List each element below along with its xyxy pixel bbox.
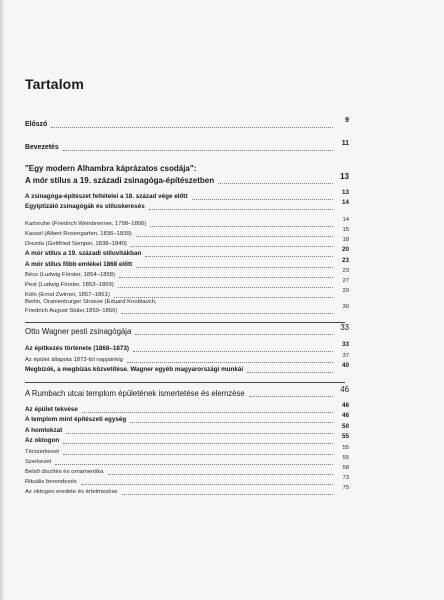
toc-entry-text: Az építkezés története (1868–1873): [25, 345, 129, 352]
table-of-contents: [25, 0, 349, 600]
toc-entry-chapter-2: [25, 324, 349, 336]
toc-entry-text: A zsinagóga-építészet feltételei a 18. század vége előtt: [25, 193, 188, 200]
toc-entry-text: Köln (Ernst Zwirner, 1857–1861): [25, 292, 110, 298]
toc-page-number: 20: [341, 246, 349, 253]
leader-dots: [63, 149, 333, 151]
toc-page-number: 14: [341, 199, 349, 206]
toc-entry-text: Térszerkezet: [25, 449, 60, 455]
toc-page-number: 37: [342, 353, 349, 359]
leader-dots: [114, 296, 333, 298]
toc-page-number: 13: [340, 172, 349, 181]
page-edge: [0, 0, 5, 600]
toc-entry-text: Egyiptizáló zsinagógák és stíluskeresés: [25, 203, 145, 210]
toc-entry-text: Előszó: [25, 121, 48, 128]
toc-page-number: 14: [342, 217, 349, 223]
toc-page-number: 15: [342, 227, 349, 233]
toc-entry-text: Otto Wagner pesti zsinagógája: [25, 327, 132, 336]
section-rule: [25, 322, 345, 323]
toc-entry-text: Az épület tekvése: [25, 406, 78, 413]
toc-page-number: 27: [342, 278, 349, 284]
toc-entry-text: Bécs (Ludwig Förster, 1854–1858): [25, 272, 116, 278]
toc-entry-text: Az oktogon eredete és értelmezése: [25, 489, 118, 495]
toc-page-number: 11: [341, 140, 349, 147]
leader-dots: [121, 312, 333, 314]
leader-dots: [122, 493, 333, 495]
toc-page-number: 46: [341, 402, 349, 409]
toc-page-number: 23: [341, 257, 349, 264]
toc-entry: [25, 303, 349, 315]
toc-entry: [25, 287, 349, 299]
toc-entry: [25, 362, 349, 374]
leader-dots: [247, 371, 333, 373]
toc-entry: [25, 199, 349, 211]
toc-page-number: 75: [342, 485, 349, 491]
toc-page-number: 13: [341, 189, 349, 196]
toc-entry-eloszo: [25, 117, 349, 129]
toc-entry-text: Az épület állapota 1873-tól napjainkig: [25, 357, 123, 363]
toc-entry-text: Karlsruhe (Friedrich Weinbrenner, 1798–1806): [25, 221, 147, 227]
toc-page-number: 55: [341, 433, 349, 440]
toc-page-number: 9: [345, 117, 349, 124]
toc-entry-text: Rituális berendezés: [25, 479, 77, 485]
toc-page-number: 55: [342, 445, 349, 451]
toc-page-number: 55: [342, 455, 349, 461]
leader-dots: [249, 395, 333, 397]
toc-entry-text: Drezda (Gottfried Semper, 1838–1840): [25, 241, 127, 247]
toc-page-number: 30: [342, 304, 349, 310]
toc-entry: [25, 484, 349, 496]
toc-entry-chapter-3: [25, 386, 349, 398]
toc-entry-text: A mór stílus a 19. századi zsinagóga-építészetben: [25, 176, 215, 185]
toc-page-number: 18: [342, 237, 349, 243]
toc-entry-text: Megbízók, a megbízás közvetítése. Wagner egyéb magyarországi munkái: [25, 366, 244, 373]
leader-dots: [51, 126, 333, 128]
toc-page-number: 33: [340, 323, 349, 332]
toc-entry-chapter-1: [25, 173, 349, 185]
toc-entry-bevezetes: [25, 140, 349, 152]
section-rule: [25, 382, 345, 383]
toc-page-number: 46: [341, 412, 349, 419]
toc-page-number: 46: [340, 385, 349, 394]
toc-entry-text: Berlin, Oranienburger Strasse (Eduard Knoblauch,: [25, 299, 157, 305]
toc-page-number: 40: [341, 362, 349, 369]
leader-dots: [218, 182, 333, 184]
toc-entry-text: A mór stílus a 19. századi stíluvitákban: [25, 250, 142, 257]
toc-entry-text: Szerkezet: [25, 459, 52, 465]
toc-entry-text: Pest (Ludwig Förster, 1853–1859): [25, 282, 114, 288]
toc-page-number: 58: [342, 465, 349, 471]
toc-page-number: 23: [342, 268, 349, 274]
toc-entry-text: Belső díszítés és ornamentika: [25, 469, 104, 475]
page-title: Tartalom: [25, 76, 84, 92]
toc-entry-text: Friedrich August Stüler,1859–1866): [25, 308, 118, 314]
toc-entry-text: A templom mint építészeti egység: [25, 416, 127, 423]
toc-page-number: 50: [341, 423, 349, 430]
toc-entry-text: A homlokzat: [25, 427, 63, 434]
toc-page-number: 33: [341, 341, 349, 348]
toc-entry-text: Az oktogon: [25, 437, 60, 444]
toc-entry-text: A Rumbach utcai templom épületének ismertetése és elemzése: [25, 389, 245, 398]
leader-dots: [149, 208, 333, 210]
toc-heading-line: "Egy modern Alhambra káprázatos csodája":: [25, 164, 197, 173]
toc-page-number: 29: [342, 288, 349, 294]
toc-entry-text: A mór stílus főbb emlékei 1868 előtt: [25, 261, 133, 268]
toc-entry-text: Kassel (Albert Rosengarten, 1836–1839): [25, 231, 132, 237]
toc-page-number: 73: [342, 475, 349, 481]
leader-dots: [135, 333, 333, 335]
toc-entry-text: Bevezetés: [25, 144, 59, 151]
